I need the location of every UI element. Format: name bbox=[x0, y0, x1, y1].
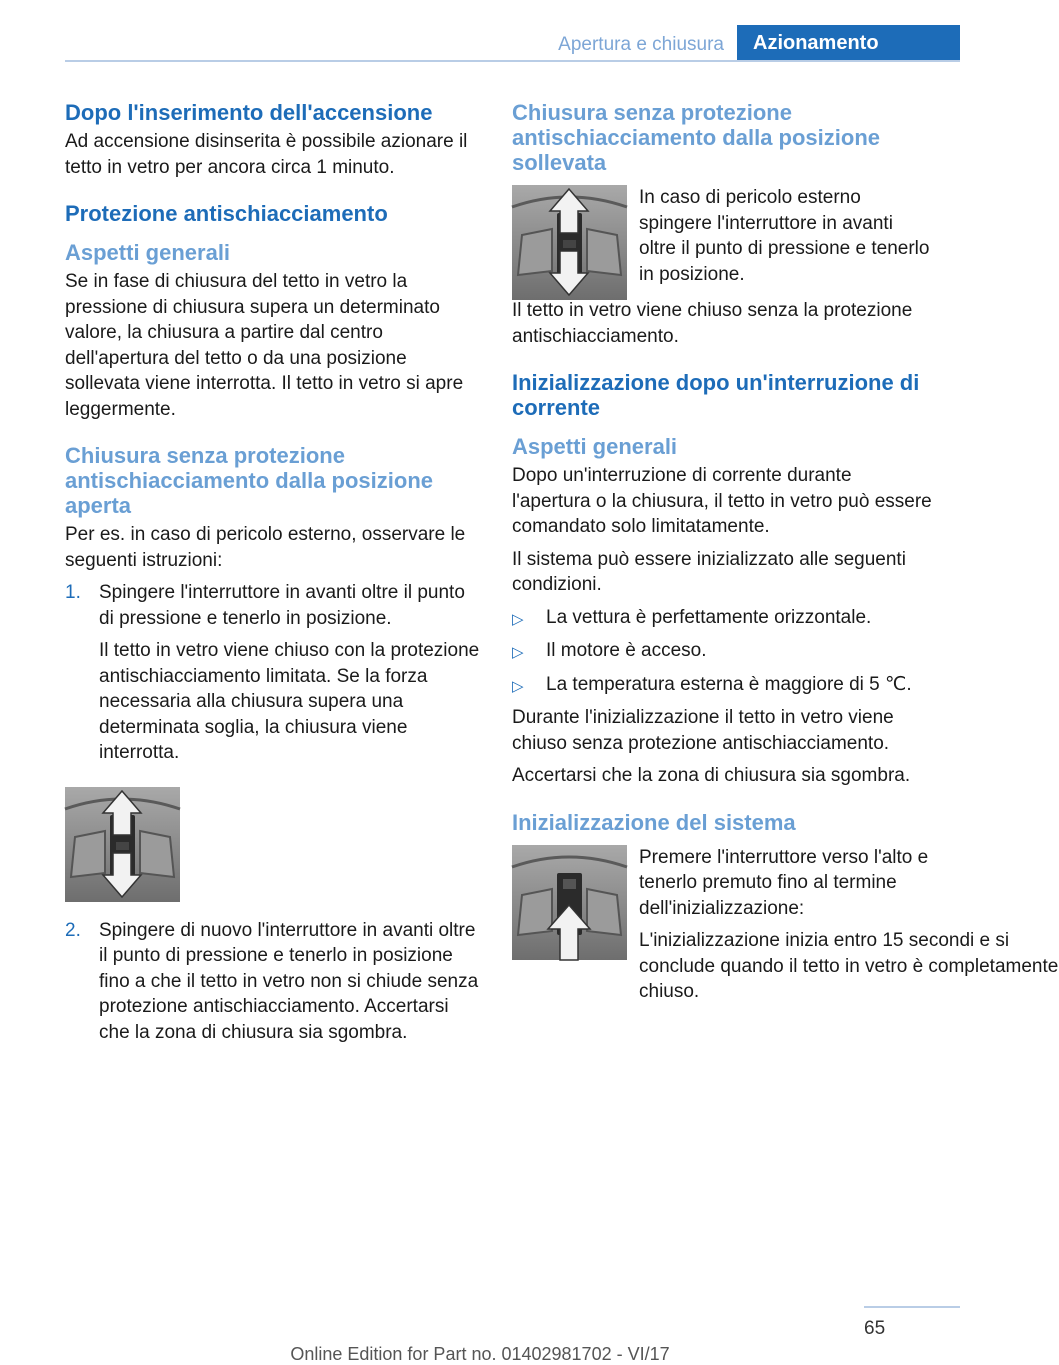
right-column bbox=[512, 100, 1059, 1012]
system-init-instruction: Premere l'interruttore verso l'alto e tenerlo premuto fino al termine dell'inizializzazione: bbox=[639, 846, 929, 919]
footer-rule bbox=[864, 1306, 960, 1308]
heading-general: Aspetti generali bbox=[65, 240, 231, 265]
raised-close-text: In caso di pericolo esterno spingere l'interruttore in avanti oltre il punto di pressione e tenerlo in posizione. bbox=[639, 187, 930, 285]
system-init-timing: L'inizializzazione inizia entro 15 secondi e si conclude quando il tetto in vetro è completamente chiuso. bbox=[639, 930, 1059, 1002]
step-number: 1. bbox=[65, 582, 81, 603]
triangle-bullet-icon: ▷ bbox=[512, 644, 524, 661]
switch-forward-back-illustration bbox=[65, 787, 180, 902]
left-column bbox=[65, 100, 480, 1052]
step-text: Spingere l'interruttore in avanti oltre il punto di pressione e tenerlo in posizione. bbox=[99, 582, 465, 629]
switch-up-illustration bbox=[512, 845, 627, 960]
raised-close-result: Il tetto in vetro viene chiuso senza la protezione antischiacciamento. bbox=[512, 300, 913, 347]
page-number: 65 bbox=[864, 1318, 886, 1339]
heading-anti-pinch: Protezione antischiacciamento bbox=[65, 201, 388, 226]
bullet-text: La vettura è perfettamente orizzontale. bbox=[546, 606, 872, 628]
init-conditions-intro: Il sistema può essere inizializzato alle seguenti condizioni. bbox=[512, 548, 906, 595]
list-item-step-2 bbox=[65, 918, 480, 1053]
bullet-text: La temperatura esterna è maggiore di 5 ℃. bbox=[546, 673, 912, 695]
heading-close-raised-position: Chiusura senza protezione antischiacciamento dalla posizione sollevata bbox=[512, 100, 880, 175]
step-number: 2. bbox=[65, 919, 81, 941]
heading-general: Aspetti generali bbox=[512, 434, 678, 459]
triangle-bullet-icon: ▷ bbox=[512, 677, 524, 695]
list-item bbox=[512, 672, 932, 700]
init-note: Durante l'inizializzazione il tetto in vetro viene chiuso senza protezione antischiacciamento. bbox=[512, 707, 894, 754]
init-warning: Accertarsi che la zona di chiusura sia sgombra. bbox=[512, 765, 911, 786]
heading-system-init: Inizializzazione del sistema bbox=[512, 809, 796, 835]
bullet-text: Il motore è acceso. bbox=[546, 640, 707, 661]
heading-close-open-position: Chiusura senza protezione antischiacciamento dalla posizione aperta bbox=[65, 443, 433, 518]
list-item bbox=[512, 638, 932, 666]
power-loss-text: Dopo un'interruzione di corrente durante l'apertura o la chiusura, il tetto in vetro può essere comandato solo limitatamente. bbox=[512, 465, 932, 537]
close-open-intro: Per es. in caso di pericolo esterno, osservare le seguenti istruzioni: bbox=[65, 524, 466, 571]
header-section-title: Apertura e chiusura bbox=[558, 34, 724, 55]
general-text: Se in fase di chiusura del tetto in vetro la pressione di chiusura supera un determinato valore, la chiusura a partire dal centro dell'apertura del tetto o da una posizione sollevata viene interrotta. Il tetto in vetro si apre leggermente. bbox=[65, 271, 464, 420]
step-note: Il tetto in vetro viene chiuso con la protezione antischiacciamento limitata. Se la forza necessaria alla chiusura supera una determinata soglia, la chiusura viene interrotta. bbox=[99, 640, 480, 763]
triangle-bullet-icon: ▷ bbox=[512, 610, 524, 628]
edition-note: Online Edition for Part no. 01402981702 - VI/17 bbox=[290, 1344, 670, 1364]
list-item-step-1 bbox=[65, 580, 480, 773]
heading-init-after-power-loss: Inizializzazione dopo un'interruzione di corrente bbox=[512, 370, 920, 420]
header-rule bbox=[65, 60, 960, 62]
ignition-text: Ad accensione disinserita è possibile azionare il tetto in vetro per ancora circa 1 minuto. bbox=[65, 131, 468, 178]
heading-ignition: Dopo l'inserimento dell'accensione bbox=[65, 100, 433, 125]
list-item bbox=[512, 605, 932, 633]
header-chapter-tab: Azionamento bbox=[737, 25, 960, 61]
step-text: Spingere di nuovo l'interruttore in avanti oltre il punto di pressione e tenerlo in posizione fino a che il tetto in vetro non si chiude senza protezione antischiacciamento. Accertarsi che la zona di chiusura sia sgombra. bbox=[99, 919, 479, 1043]
switch-forward-back-illustration bbox=[512, 185, 627, 300]
